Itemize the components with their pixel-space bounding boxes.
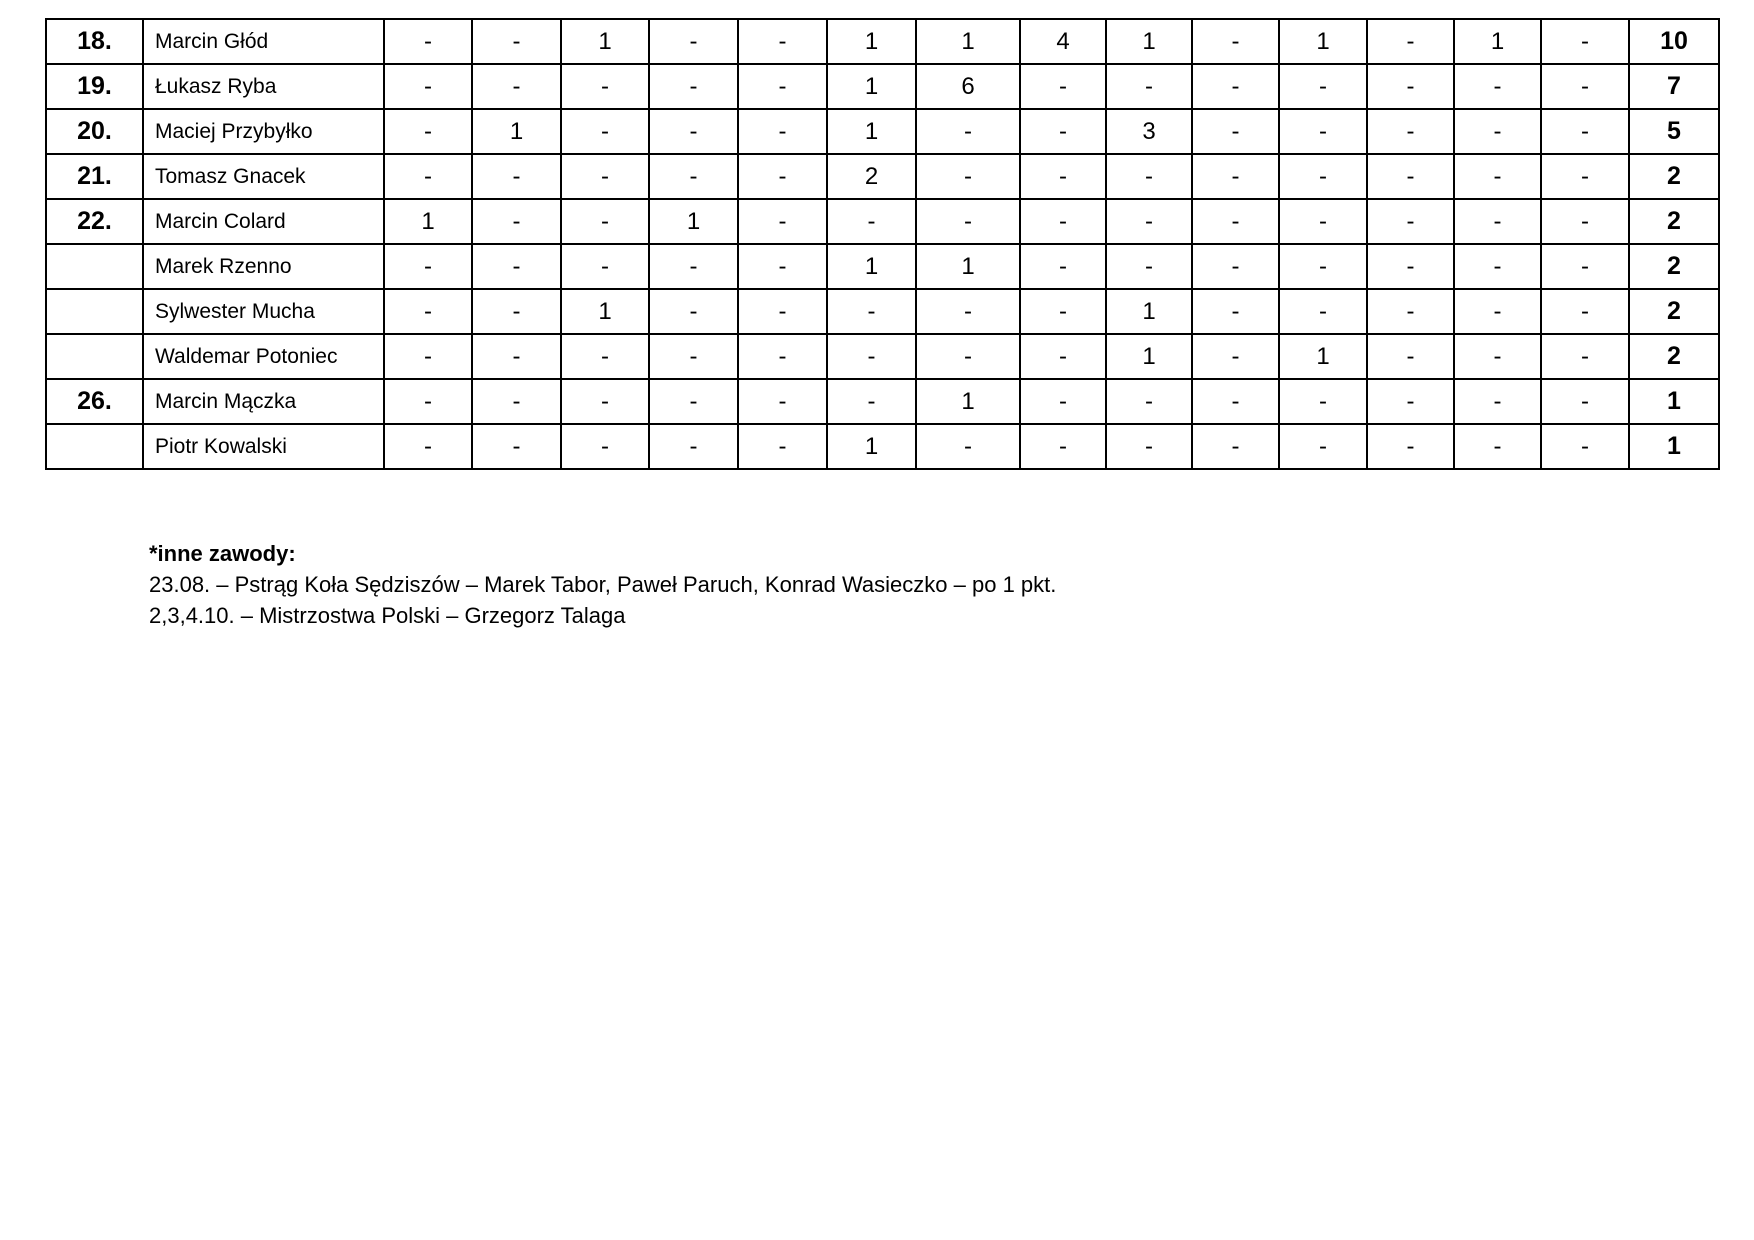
score-cell: -: [649, 334, 738, 379]
score-cell: -: [561, 109, 649, 154]
score-cell: -: [1279, 199, 1367, 244]
score-cell: -: [916, 424, 1020, 469]
score-cell: -: [472, 289, 561, 334]
place-cell: [46, 424, 143, 469]
score-cell: -: [1541, 289, 1629, 334]
score-cell: -: [1279, 424, 1367, 469]
competitor-name-cell: Łukasz Ryba: [143, 64, 384, 109]
score-cell: -: [1541, 244, 1629, 289]
score-cell: -: [649, 109, 738, 154]
score-cell: -: [1367, 244, 1454, 289]
place-cell: [46, 334, 143, 379]
score-cell: -: [1020, 244, 1106, 289]
score-cell: -: [649, 64, 738, 109]
score-cell: -: [1454, 334, 1541, 379]
score-cell: -: [649, 244, 738, 289]
place-cell: 21.: [46, 154, 143, 199]
total-cell: 2: [1629, 289, 1719, 334]
score-cell: -: [1367, 334, 1454, 379]
score-cell: -: [561, 64, 649, 109]
score-cell: -: [649, 19, 738, 64]
total-cell: 7: [1629, 64, 1719, 109]
table-row: [46, 244, 1719, 289]
score-cell: -: [1279, 379, 1367, 424]
score-cell: -: [1192, 64, 1279, 109]
score-cell: -: [384, 334, 472, 379]
score-cell: -: [827, 199, 916, 244]
score-cell: -: [916, 199, 1020, 244]
score-cell: -: [472, 199, 561, 244]
score-cell: -: [1020, 379, 1106, 424]
score-cell: -: [649, 424, 738, 469]
score-cell: -: [738, 334, 827, 379]
competitor-name-cell: Tomasz Gnacek: [143, 154, 384, 199]
score-cell: -: [1367, 199, 1454, 244]
standings-table-body: [46, 19, 1719, 469]
notes-line: 2,3,4.10. – Mistrzostwa Polski – Grzegorz Talaga: [149, 603, 626, 628]
total-cell: 2: [1629, 334, 1719, 379]
score-cell: -: [1020, 424, 1106, 469]
competitor-name-cell: Piotr Kowalski: [143, 424, 384, 469]
table-row: [46, 109, 1719, 154]
score-cell: -: [1192, 334, 1279, 379]
score-cell: -: [1020, 289, 1106, 334]
score-cell: -: [1192, 109, 1279, 154]
score-cell: -: [738, 424, 827, 469]
table-row: [46, 289, 1719, 334]
score-cell: -: [561, 244, 649, 289]
score-cell: -: [1367, 154, 1454, 199]
total-cell: 2: [1629, 244, 1719, 289]
competitor-name-cell: Marcin Mączka: [143, 379, 384, 424]
score-cell: 1: [827, 244, 916, 289]
score-cell: -: [384, 424, 472, 469]
table-row: [46, 64, 1719, 109]
score-cell: -: [1106, 244, 1192, 289]
table-row: [46, 154, 1719, 199]
score-cell: -: [561, 199, 649, 244]
score-cell: -: [1454, 64, 1541, 109]
total-cell: 1: [1629, 424, 1719, 469]
score-cell: -: [1454, 424, 1541, 469]
score-cell: -: [472, 334, 561, 379]
score-cell: -: [1541, 334, 1629, 379]
score-cell: 1: [1106, 289, 1192, 334]
score-cell: -: [472, 154, 561, 199]
score-cell: -: [561, 424, 649, 469]
score-cell: -: [472, 244, 561, 289]
score-cell: -: [738, 109, 827, 154]
score-cell: -: [1454, 199, 1541, 244]
place-cell: 20.: [46, 109, 143, 154]
score-cell: 1: [561, 289, 649, 334]
score-cell: -: [1454, 289, 1541, 334]
score-cell: 1: [916, 19, 1020, 64]
table-row: [46, 19, 1719, 64]
competitor-name-cell: Marcin Głód: [143, 19, 384, 64]
score-cell: -: [649, 154, 738, 199]
score-cell: -: [1367, 19, 1454, 64]
score-cell: 1: [827, 424, 916, 469]
score-cell: -: [1541, 19, 1629, 64]
score-cell: -: [1541, 154, 1629, 199]
score-cell: -: [827, 334, 916, 379]
score-cell: 1: [916, 379, 1020, 424]
score-cell: 1: [827, 19, 916, 64]
score-cell: -: [1192, 424, 1279, 469]
score-cell: -: [1367, 424, 1454, 469]
score-cell: -: [1192, 379, 1279, 424]
score-cell: -: [1106, 154, 1192, 199]
table-row: [46, 199, 1719, 244]
place-cell: 18.: [46, 19, 143, 64]
score-cell: -: [1192, 19, 1279, 64]
other-competitions-notes: [149, 538, 1056, 631]
score-cell: 3: [1106, 109, 1192, 154]
score-cell: -: [916, 289, 1020, 334]
score-cell: -: [738, 64, 827, 109]
notes-line: 23.08. – Pstrąg Koła Sędziszów – Marek Tabor, Paweł Paruch, Konrad Wasieczko – po 1 pkt.: [149, 572, 1057, 597]
score-cell: -: [1106, 424, 1192, 469]
score-cell: -: [1192, 199, 1279, 244]
score-cell: -: [1020, 109, 1106, 154]
score-cell: -: [738, 199, 827, 244]
score-cell: -: [738, 154, 827, 199]
score-cell: -: [1279, 109, 1367, 154]
score-cell: -: [1279, 154, 1367, 199]
score-cell: -: [472, 19, 561, 64]
score-cell: -: [1106, 199, 1192, 244]
total-cell: 2: [1629, 199, 1719, 244]
score-cell: -: [384, 379, 472, 424]
score-cell: -: [384, 244, 472, 289]
score-cell: -: [472, 424, 561, 469]
score-cell: -: [561, 334, 649, 379]
competitor-name-cell: Sylwester Mucha: [143, 289, 384, 334]
competitor-name-cell: Waldemar Potoniec: [143, 334, 384, 379]
score-cell: -: [384, 154, 472, 199]
score-cell: -: [1367, 289, 1454, 334]
total-cell: 5: [1629, 109, 1719, 154]
score-cell: 1: [1279, 19, 1367, 64]
place-cell: [46, 244, 143, 289]
score-cell: -: [827, 289, 916, 334]
score-cell: 1: [561, 19, 649, 64]
score-cell: 1: [827, 109, 916, 154]
score-cell: -: [738, 289, 827, 334]
score-cell: -: [1454, 109, 1541, 154]
score-cell: -: [1279, 64, 1367, 109]
score-cell: -: [1541, 379, 1629, 424]
score-cell: 1: [1106, 19, 1192, 64]
score-cell: -: [1367, 109, 1454, 154]
score-cell: -: [916, 154, 1020, 199]
place-cell: [46, 289, 143, 334]
score-cell: -: [1020, 199, 1106, 244]
score-cell: -: [384, 289, 472, 334]
score-cell: -: [384, 64, 472, 109]
standings-table: [45, 18, 1720, 470]
score-cell: -: [738, 19, 827, 64]
score-cell: -: [1541, 64, 1629, 109]
notes-heading: *inne zawody:: [149, 541, 296, 566]
score-cell: -: [384, 109, 472, 154]
score-cell: -: [1192, 289, 1279, 334]
score-cell: 1: [916, 244, 1020, 289]
place-cell: 26.: [46, 379, 143, 424]
score-cell: -: [1454, 154, 1541, 199]
place-cell: 19.: [46, 64, 143, 109]
score-cell: -: [1279, 244, 1367, 289]
score-cell: -: [827, 379, 916, 424]
score-cell: -: [738, 244, 827, 289]
score-cell: -: [1541, 109, 1629, 154]
score-cell: -: [1106, 379, 1192, 424]
score-cell: -: [561, 154, 649, 199]
score-cell: -: [1454, 379, 1541, 424]
score-cell: 6: [916, 64, 1020, 109]
score-cell: 1: [384, 199, 472, 244]
competitor-name-cell: Marcin Colard: [143, 199, 384, 244]
score-cell: -: [1192, 154, 1279, 199]
total-cell: 2: [1629, 154, 1719, 199]
total-cell: 1: [1629, 379, 1719, 424]
score-cell: -: [1020, 64, 1106, 109]
score-cell: -: [1192, 244, 1279, 289]
score-cell: -: [561, 379, 649, 424]
score-cell: 1: [649, 199, 738, 244]
competitor-name-cell: Maciej Przybyłko: [143, 109, 384, 154]
score-cell: 1: [1279, 334, 1367, 379]
table-row: [46, 334, 1719, 379]
score-cell: 2: [827, 154, 916, 199]
score-cell: -: [1454, 244, 1541, 289]
score-cell: -: [916, 109, 1020, 154]
score-cell: -: [738, 379, 827, 424]
score-cell: -: [1541, 199, 1629, 244]
score-cell: -: [1020, 334, 1106, 379]
score-cell: -: [649, 289, 738, 334]
competitor-name-cell: Marek Rzenno: [143, 244, 384, 289]
score-cell: -: [472, 379, 561, 424]
score-cell: -: [1367, 379, 1454, 424]
score-cell: -: [384, 19, 472, 64]
score-cell: -: [1367, 64, 1454, 109]
score-cell: -: [1106, 64, 1192, 109]
table-row: [46, 424, 1719, 469]
score-cell: -: [1541, 424, 1629, 469]
place-cell: 22.: [46, 199, 143, 244]
table-row: [46, 379, 1719, 424]
score-cell: -: [1279, 289, 1367, 334]
score-cell: -: [916, 334, 1020, 379]
score-cell: 4: [1020, 19, 1106, 64]
score-cell: 1: [1454, 19, 1541, 64]
score-cell: 1: [827, 64, 916, 109]
score-cell: 1: [472, 109, 561, 154]
score-cell: 1: [1106, 334, 1192, 379]
score-cell: -: [472, 64, 561, 109]
total-cell: 10: [1629, 19, 1719, 64]
score-cell: -: [1020, 154, 1106, 199]
score-cell: -: [649, 379, 738, 424]
